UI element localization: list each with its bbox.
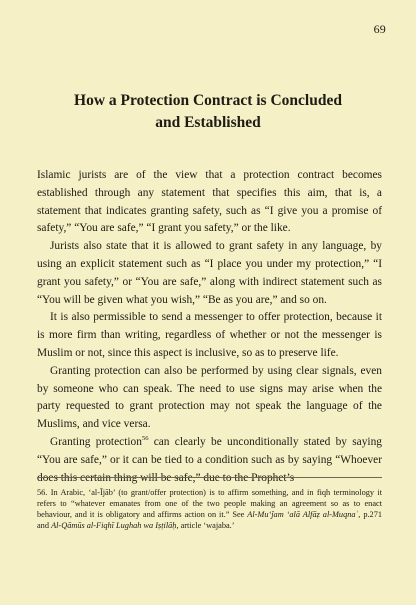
footnote-reference-56[interactable]: 56	[141, 435, 149, 443]
paragraph-5-rest: can clearly be unconditionally stated by saying “You are safe,” or it can be tied to a condition such as by saying “Whoever does this certain thing will be safe,” due to the Prophet’s	[37, 435, 382, 484]
page-number: 69	[373, 22, 386, 36]
body-text	[37, 167, 382, 487]
paragraph-2: Jurists also state that it is allowed to grant safety in any language, by using an explicit statement such as “I place you under my protection,” “I grant you safety,” or “You are safe,” along with indirect statement such as “You will be given what you wish,” “Be as you are,” and so on.	[37, 240, 382, 306]
footnote-source-1: Al-Mu‘ǰam ‘alā Alfāẓ al-Muqnaʿ	[247, 510, 359, 519]
footnote-source-2: Al-Qāmūs al-Fiqhī Lughah wa Iṣṭilāḥ	[51, 521, 177, 530]
footnote-text-end: , article ‘wajaba.’	[176, 521, 235, 530]
paragraph-1: Islamic jurists are of the view that a protection contract becomes established through any statement that specifies this aim, that is, a statement that indicates granting safety, such as “I give you a promise of safety,” “You are safe,” “I grant you safety,” or the like.	[37, 169, 382, 235]
footnote-text: 56. In Arabic, ‘al-Ījāb’ (to grant/offer protection) is to affirm something, and in fiqh terminology it refers to “whatever emanates from one of the two people making an agreement so as to enact behaviour, and it is obligatory and affirms action on it.” See	[37, 488, 382, 519]
paragraph-5-start: Granting protection	[50, 435, 142, 448]
paragraph-4: Granting protection can also be performed by using clear signals, even by someone who can speak. The need to use signs may arise when the party requested to grant protection may not speak the language of the Muslims, and vice versa.	[37, 364, 382, 431]
footnote-divider	[37, 477, 382, 478]
paragraph-5	[37, 434, 382, 487]
heading-line-2: and Established	[155, 114, 261, 131]
footnote-56	[37, 487, 382, 531]
section-heading	[0, 90, 416, 134]
paragraph-3: It is also permissible to send a messenger to offer protection, because it is more firm than writing, regardless of whether or not the messenger is Muslim or not, since this aspect is inclusive, so as to preserve life.	[37, 311, 382, 359]
heading-line-1: How a Protection Contract is Concluded	[74, 92, 342, 109]
footnote-text-mid: , p.271 and	[37, 510, 382, 530]
